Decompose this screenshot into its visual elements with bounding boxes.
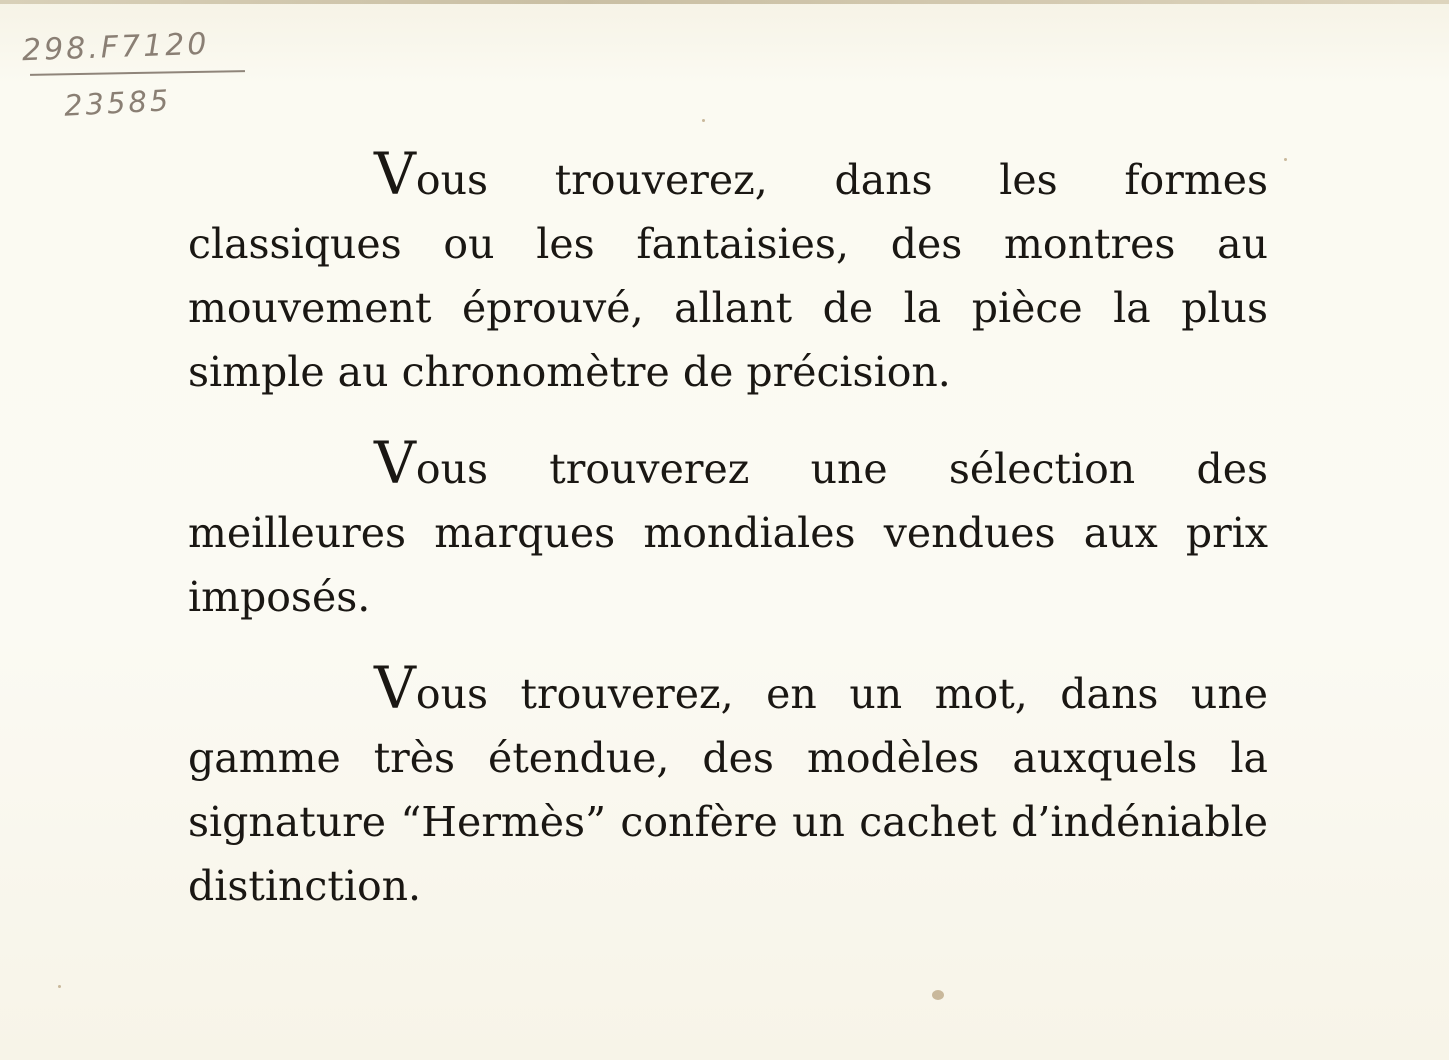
handwritten-line-1: 298.F7120 bbox=[21, 26, 210, 69]
paper-speck bbox=[1284, 158, 1287, 161]
paragraph-1-initial: V bbox=[374, 140, 416, 208]
paragraph-2 bbox=[188, 429, 1268, 629]
paragraph-2-initial: V bbox=[374, 429, 416, 497]
paragraph-1-text: ous trouverez, dans les formes classiques ou les fantaisies, des montres au mouvement éprouvé, allant de la pièce la plus simple au chronomètre de précision. bbox=[188, 156, 1268, 396]
body-text bbox=[188, 140, 1268, 918]
paragraph-3-text: ous trouverez, en un mot, dans une gamme très étendue, des modèles auxquels la signature “Hermès” confère un cachet d’indéniable distinction. bbox=[188, 670, 1268, 910]
paper-top-edge bbox=[0, 0, 1449, 4]
paragraph-1 bbox=[188, 140, 1268, 404]
paragraph-3-initial: V bbox=[374, 654, 416, 722]
handwritten-line-2: 23585 bbox=[63, 83, 173, 123]
paragraph-3 bbox=[188, 654, 1268, 918]
paper-speck bbox=[932, 990, 944, 1000]
paragraph-2-text: ous trouverez une sélection des meilleures marques mondiales vendues aux prix imposés. bbox=[188, 445, 1268, 621]
handwritten-underline bbox=[30, 70, 245, 76]
paper-speck bbox=[702, 119, 705, 122]
paper-speck bbox=[58, 985, 61, 988]
